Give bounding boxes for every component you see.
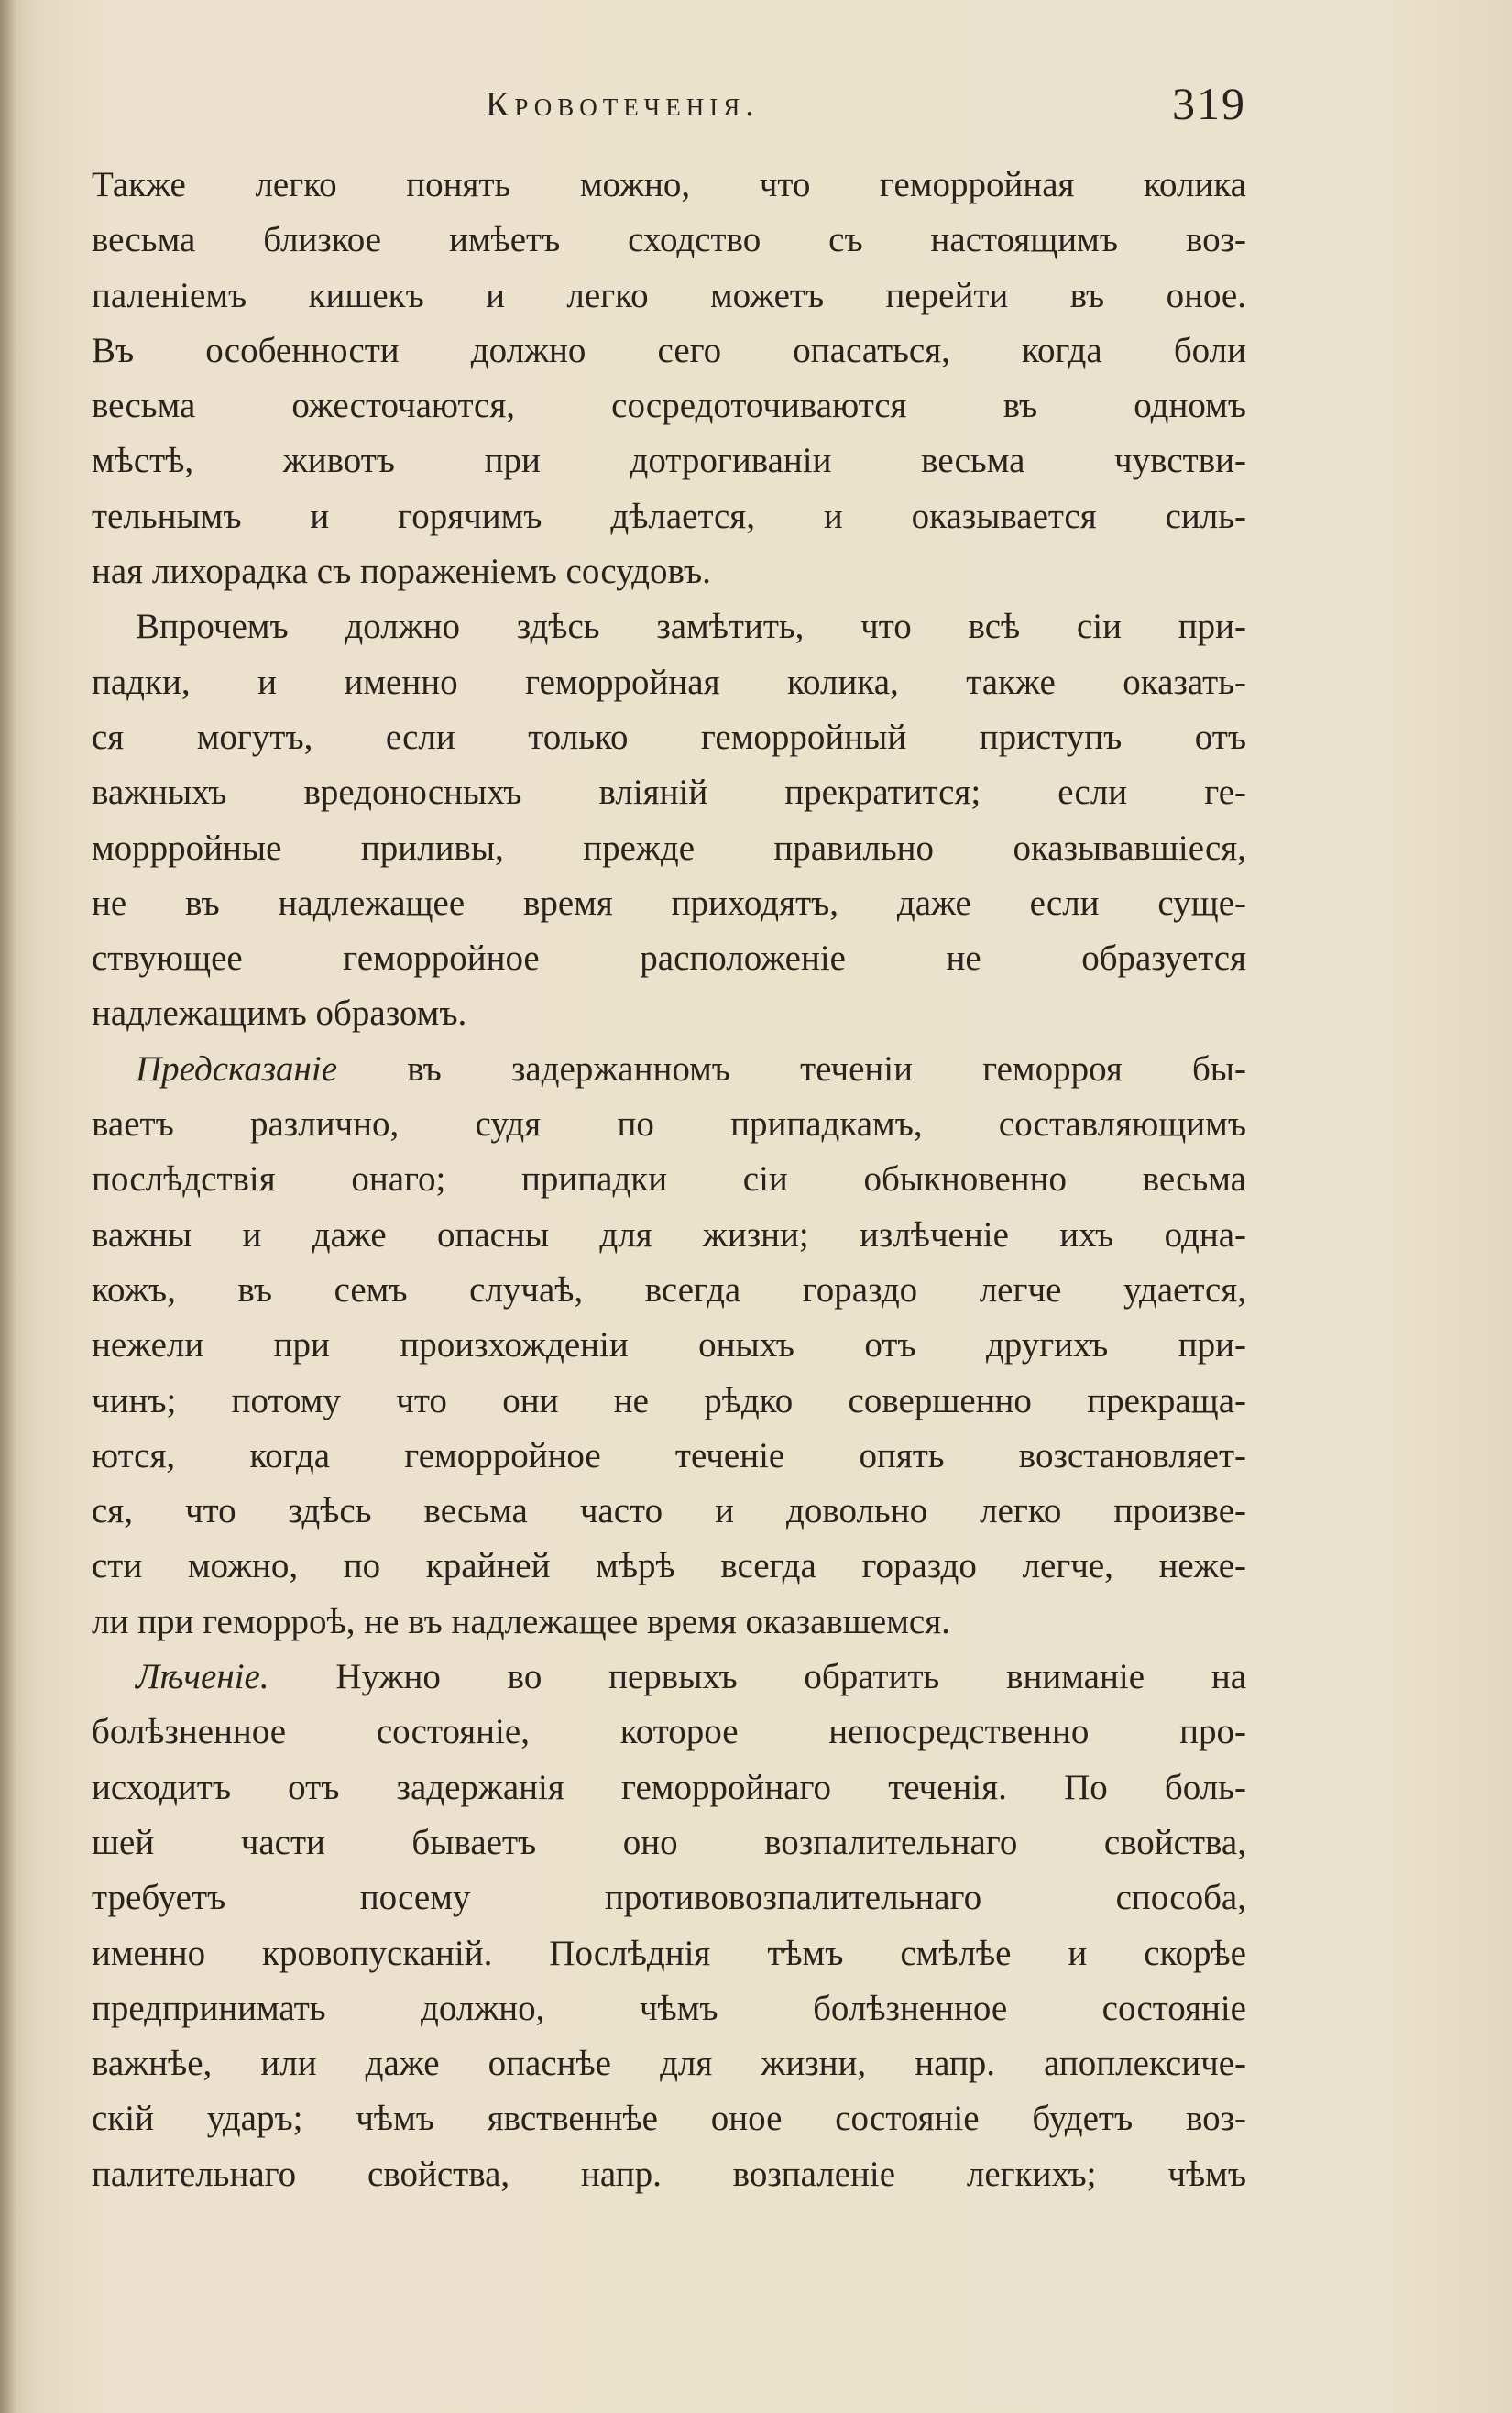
text-line: чинъ; потому что они не рѣдко совершенно прекраща- — [92, 1380, 1246, 1420]
text-line: весьма ожесточаются, сосредоточиваются въ одномъ — [92, 386, 1246, 426]
text-line: Въ особенности должно сего опасаться, когда боли — [92, 330, 1246, 370]
text-line: важны и даже опасны для жизни; излѣченіе ихъ одна- — [92, 1214, 1246, 1255]
text-line: шей части бываетъ оно возпалительнаго свойства, — [92, 1822, 1246, 1862]
text-line: падки, и именно геморройная колика, также оказать- — [92, 662, 1246, 702]
text-line: болѣзненное состояніе, которое непосредственно про- — [92, 1712, 1246, 1752]
running-head: Кровотеченія. — [486, 85, 760, 124]
text-line: весьма близкое имѣетъ сходство съ настоящимъ воз- — [92, 220, 1246, 260]
text-line: тельнымъ и горячимъ дѣлается, и оказывается силь- — [92, 496, 1246, 536]
page-number: 319 — [1172, 78, 1246, 129]
text-line: ли при геморроѣ, не въ надлежащее время оказавшемся. — [92, 1601, 950, 1641]
text-line — [92, 1042, 1246, 1097]
text-line: сти можно, по крайней мѣрѣ всегда гораздо легче, нежe- — [92, 1546, 1246, 1586]
text-line: моррройные приливы, прежде правильно оказывавшіеся, — [92, 828, 1246, 868]
text-line: палительнаго свойства, напр. возпаленіе легкихъ; чѣмъ — [92, 2154, 1246, 2194]
prognosis-line-rest: въ задержанномъ теченіи геморроя бы- — [337, 1048, 1246, 1089]
text-line: не въ надлежащее время приходятъ, даже если суще- — [92, 883, 1246, 923]
text-line: кожъ, въ семъ случаѣ, всегда гораздо легче удается, — [92, 1269, 1246, 1310]
binding-shadow — [0, 0, 16, 2413]
treatment-line-rest: Нужно во первыхъ обратить вниманіе на — [268, 1657, 1246, 1697]
prognosis-heading: Предсказаніе — [136, 1048, 338, 1089]
text-line: нежели при произхожденіи оныхъ отъ другихъ при- — [92, 1325, 1246, 1366]
text-line: ствующее геморройное расположеніе не образуется — [92, 938, 1246, 979]
text-line: Также легко понять можно, что геморройная колика — [92, 165, 1246, 204]
treatment-heading: Лѣченіе. — [136, 1657, 269, 1697]
text-line: ваетъ различно, судя по припадкамъ, составляющимъ — [92, 1104, 1246, 1145]
text-line: ная лихорадка съ пораженіемъ сосудовъ. — [92, 552, 711, 592]
text-line: ются, когда геморройное теченіе опять возстановляет- — [92, 1435, 1246, 1475]
text-line: требуетъ посему противовозпалительнаго способа, — [92, 1878, 1246, 1918]
text-line: предпринимать должно, чѣмъ болѣзненное состояніе — [92, 1988, 1246, 2028]
page-body — [92, 158, 1246, 2202]
text-line: ся могутъ, если только геморройный приступъ отъ — [92, 717, 1246, 757]
text-line: мѣстѣ, животъ при дотрогиваніи весьма чувстви- — [92, 441, 1246, 481]
text-line: скій ударъ; чѣмъ явственнѣе оное состояніе будетъ воз- — [92, 2099, 1246, 2139]
text-line: именно кровопусканій. Послѣднія тѣмъ смѣлѣе и скорѣе — [92, 1933, 1246, 1973]
text-line: ся, что здѣсь весьма часто и довольно легко произве- — [92, 1491, 1246, 1531]
text-line — [92, 1650, 1246, 1705]
text-line: важныхъ вредоносныхъ вліяній прекратится; если ге- — [92, 773, 1246, 813]
text-line: Впрочемъ должно здѣсь замѣтить, что всѣ сіи при- — [136, 607, 1246, 647]
text-line: надлежащимъ образомъ. — [92, 993, 467, 1034]
text-line: важнѣе, или даже опаснѣе для жизни, напр. апоплексиче- — [92, 2044, 1246, 2084]
page-header — [92, 78, 1246, 148]
text-line: послѣдствія онаго; припадки сіи обыкновенно весьма — [92, 1159, 1246, 1200]
text-line: паленіемъ кишекъ и легко можетъ перейти въ оное. — [92, 275, 1246, 315]
text-line: исходитъ отъ задержанія геморройнаго теченія. По боль- — [92, 1767, 1246, 1807]
